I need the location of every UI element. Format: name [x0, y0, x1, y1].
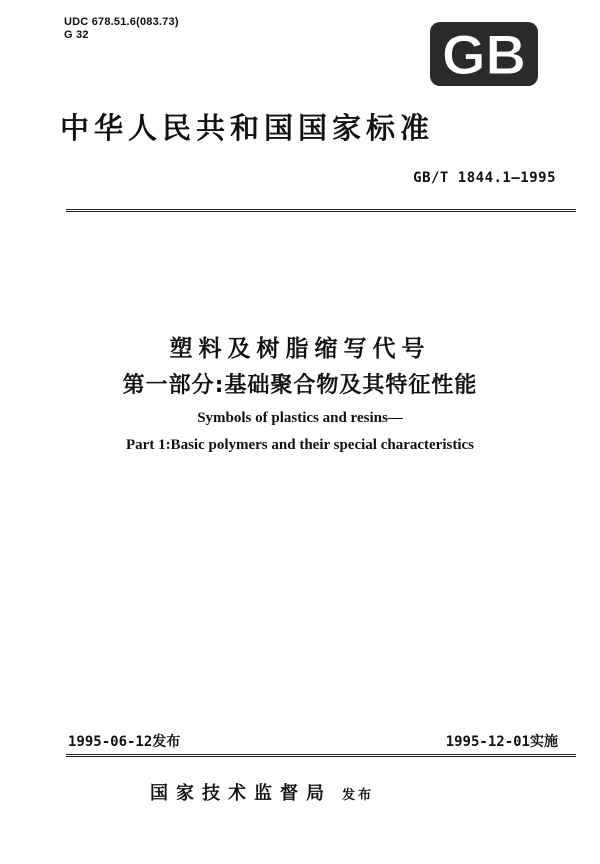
issue-date: 1995-06-12发布: [68, 734, 181, 750]
document-title-en: Symbols of plastics and resins—: [197, 410, 403, 426]
bottom-rule: [66, 754, 576, 755]
document-subtitle-en: Part 1:Basic polymers and their special characteristics: [126, 437, 474, 453]
top-rule-secondary: [66, 211, 576, 212]
document-title-cn: 塑料及树脂缩写代号: [169, 336, 431, 362]
publish-label: 发布: [342, 788, 375, 803]
classification-block: [64, 16, 179, 42]
national-standard-title: 中华人民共和国国家标准: [60, 111, 435, 145]
publishing-agency: 国家技术监督局: [150, 783, 332, 804]
standard-number: GB/T 1844.1—1995: [413, 170, 556, 186]
publisher-line: [150, 779, 374, 805]
gb-logo-text: GB: [442, 23, 526, 86]
gb-logo: [428, 20, 540, 88]
bottom-rule-secondary: [66, 756, 576, 757]
document-subtitle-cn: 第一部分:基础聚合物及其特征性能: [122, 373, 478, 398]
top-rule: [66, 209, 576, 210]
class-code: G 32: [64, 29, 89, 41]
implementation-date: 1995-12-01实施: [445, 734, 558, 750]
udc-code: UDC 678.51.6(083.73): [64, 16, 179, 28]
